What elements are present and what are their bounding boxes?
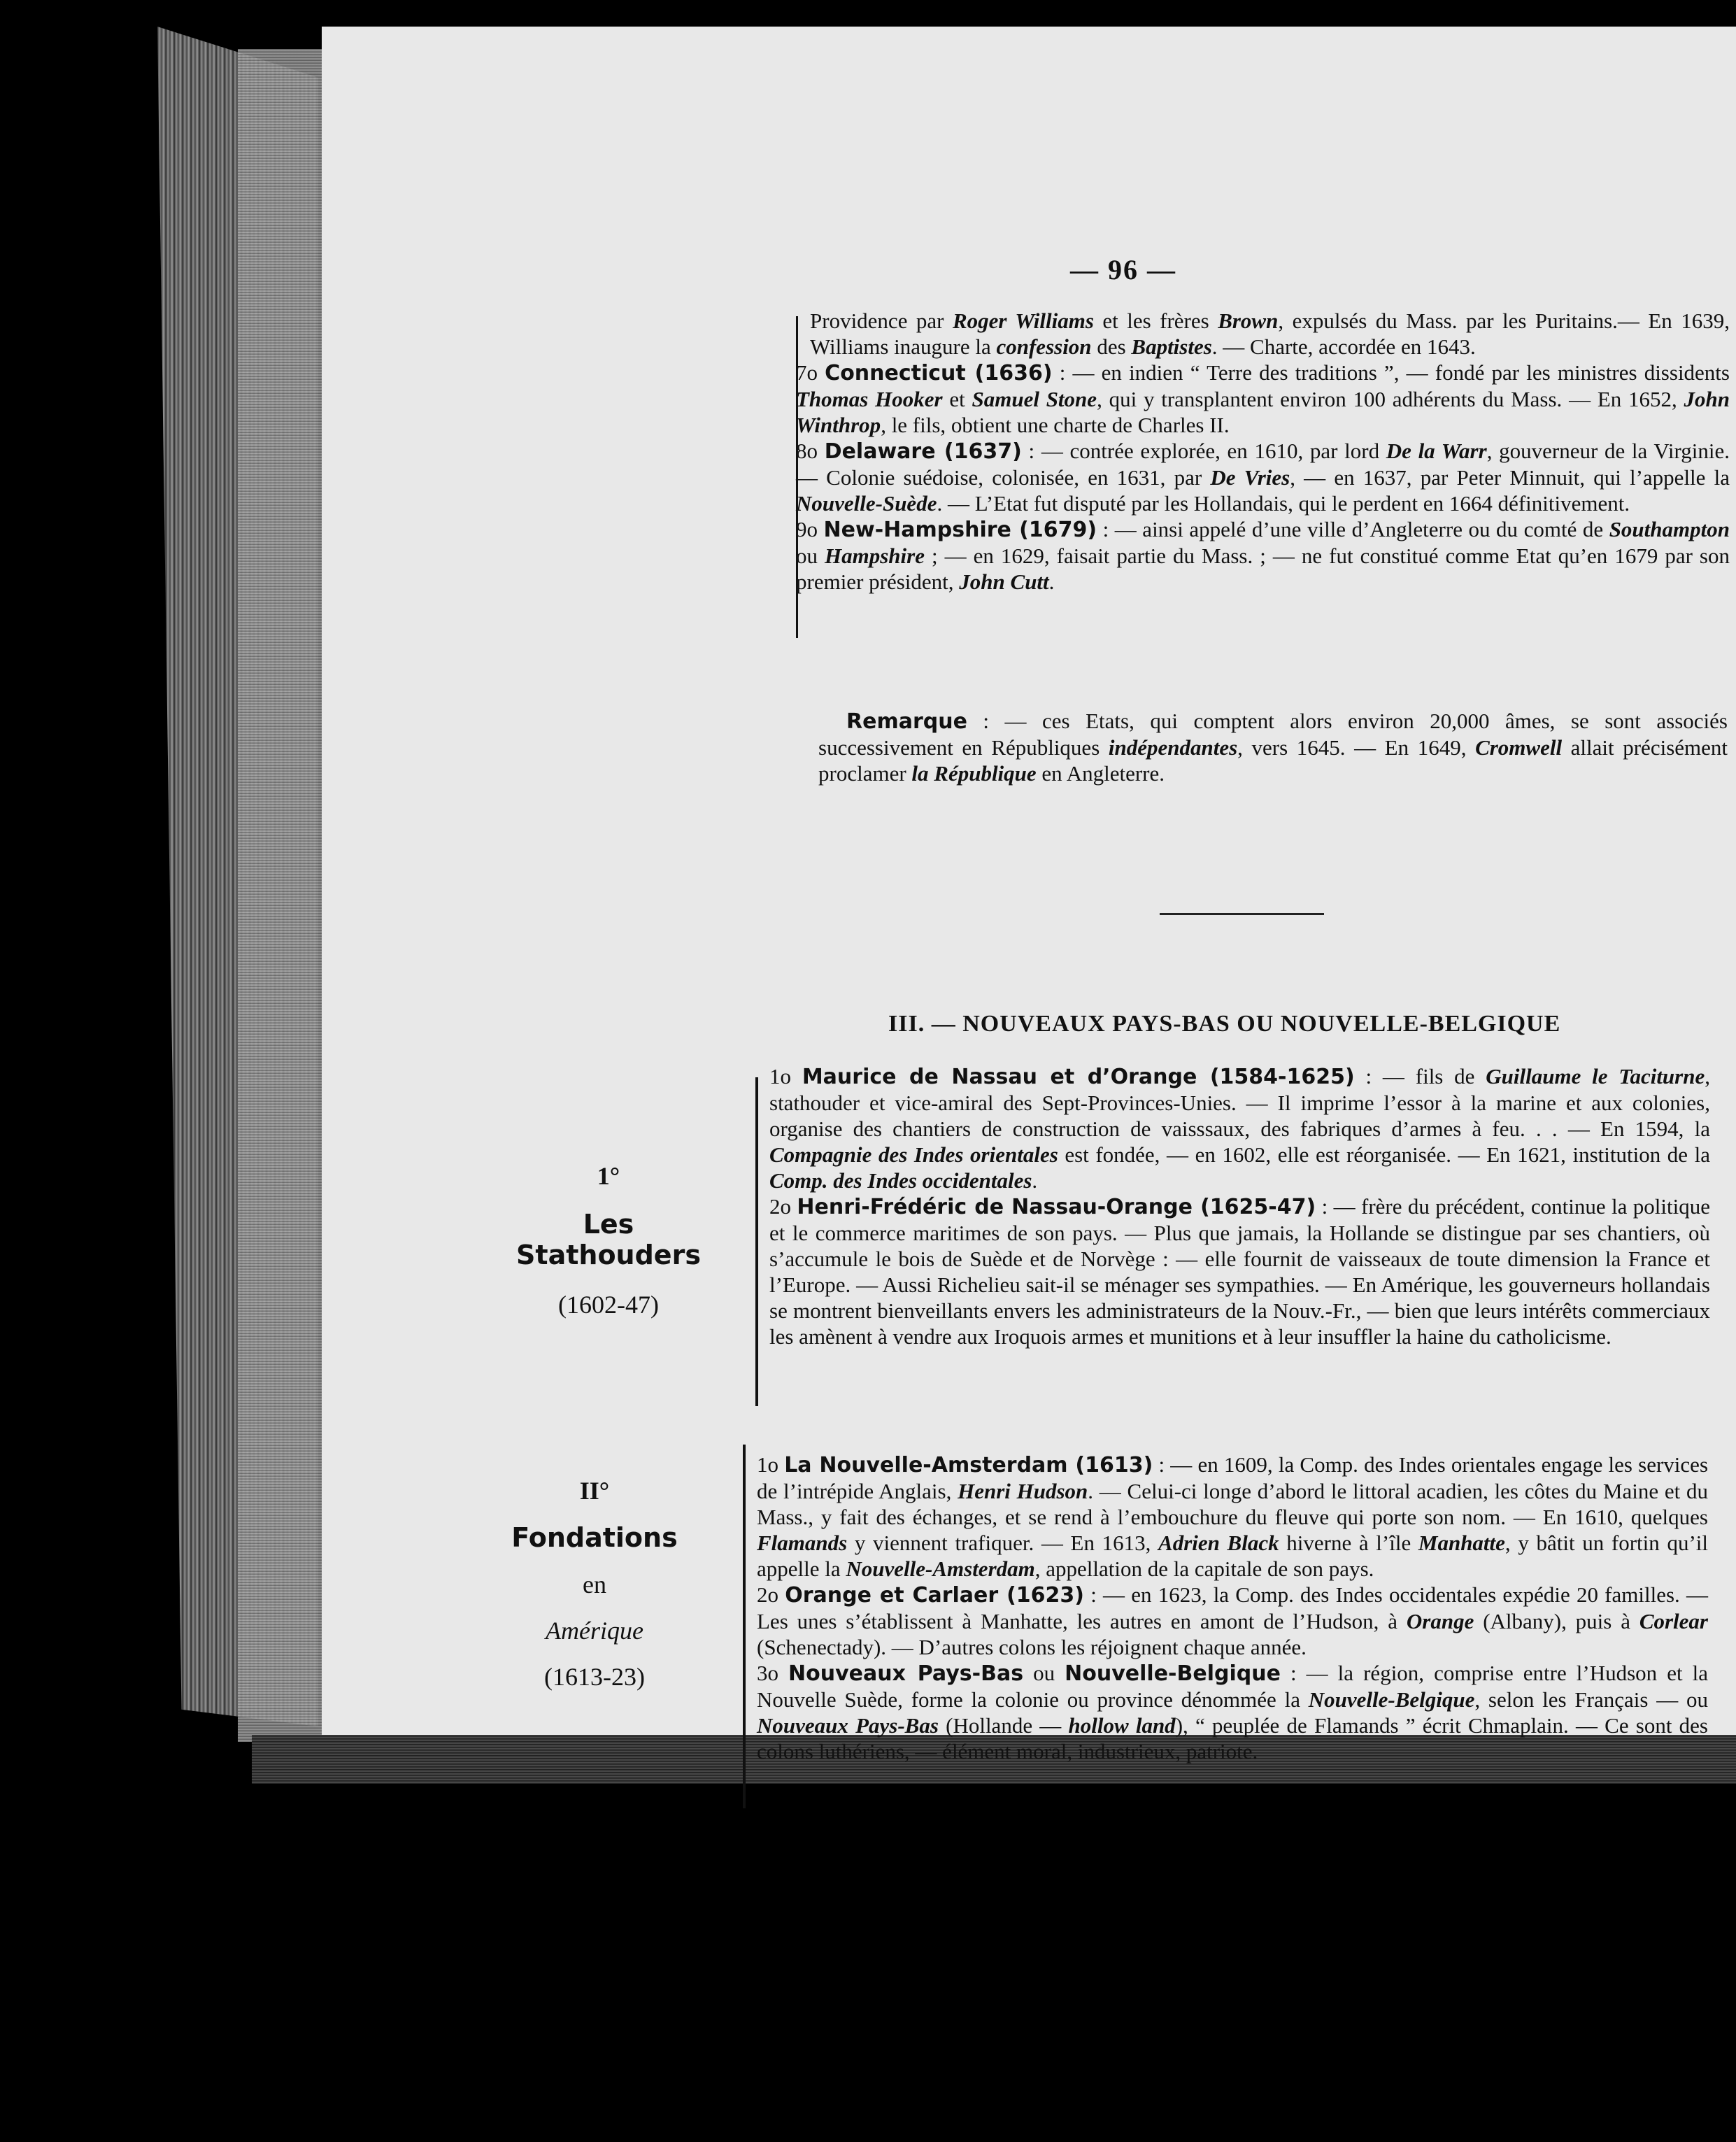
- side-title: Les Stathouders: [516, 1209, 701, 1270]
- text-run: hiverne à l’île: [1279, 1531, 1418, 1555]
- italic-run: hollow land: [1068, 1713, 1176, 1738]
- text-run: ), “ peuplée de Flamands ” écrit Chmaplain. — Ce sont des colons luthériens, — élément moral, industrieux, patriote.: [757, 1713, 1708, 1764]
- italic-run: la République: [911, 761, 1037, 786]
- section-divider: [1160, 913, 1324, 915]
- bold-run: Maurice de Nassau et d’Orange (1584-1625): [802, 1065, 1355, 1089]
- text-run: allait précisément proclamer: [818, 735, 1728, 786]
- bold-run: Nouvelle-Belgique: [1065, 1661, 1281, 1686]
- text-run: 2o: [769, 1194, 797, 1219]
- page-edges: [238, 49, 322, 1742]
- text-run: et les frères: [1093, 308, 1218, 333]
- text-run: , qui y transplantent environ 100 adhérents du Mass. — En 1652,: [1097, 387, 1684, 411]
- side-title: Fondations: [511, 1522, 678, 1553]
- italic-run: Hampshire: [825, 544, 925, 568]
- text-run: des: [1091, 334, 1132, 359]
- italic-run: De Vries: [1210, 465, 1290, 490]
- text-run: , expulsés du Mass. par les Puritains.— En 1639, Williams inaugure la: [810, 308, 1730, 359]
- text-run: : — frère du précédent, continue la politique et le commerce maritimes de son pays. — Plus que jamais, la Hollande se distingue par ses chantiers, où s’accumule le bois de Suède et de Norvège : — elle fournit de vaisseaux de toute dimension la France et l’Europe. — Aussi Richelieu sait-il se ménager ses sympathies. — En Amérique, les gouverneurs hollandais se montrent bienveillants envers les administrateurs de la Nouv.-Fr., — bien que leurs intérêts commerciaux les amènent à vendre aux Iroquois armes et munitions et à leur insuffler la haine du catholicisme.: [769, 1194, 1711, 1349]
- italic-run: Manhatte: [1418, 1531, 1505, 1555]
- intro-paragraph: [810, 308, 1730, 360]
- text-run: . — L’Etat fut disputé par les Hollandais, qui le perdent en 1664 définitivement.: [937, 491, 1630, 516]
- italic-run: Orange: [1406, 1609, 1474, 1633]
- continuation-block: [796, 308, 1730, 595]
- text-run: en Angleterre.: [1036, 761, 1165, 786]
- stathouders-block: [769, 1063, 1710, 1349]
- text-run: 3o: [757, 1661, 789, 1685]
- text-run: : — la région, comprise entre l’Hudson et la Nouvelle Suède, forme la colonie ou province dénommée la: [757, 1661, 1708, 1712]
- side-en: en: [583, 1570, 606, 1598]
- italic-run: Henri Hudson: [958, 1479, 1088, 1503]
- side-place: Amérique: [546, 1617, 643, 1645]
- italic-run: Baptistes: [1131, 334, 1212, 359]
- bold-run: La Nouvelle-Amsterdam (1613): [784, 1453, 1153, 1477]
- italic-run: Adrien Black: [1158, 1531, 1279, 1555]
- italic-run: John Cutt: [959, 569, 1049, 594]
- text-run: , vers 1645. — En 1649,: [1237, 735, 1476, 760]
- bold-run: Connecticut (1636): [825, 361, 1053, 385]
- italic-run: Nouvelle-Suède: [796, 491, 937, 516]
- text-run: : — en 1623, la Comp. des Indes occidentales expédie 20 familles. — Les unes s’établissent à Manhatte, les autres en amont de l’Hudson, à: [757, 1582, 1708, 1633]
- italic-run: John Winthrop: [796, 387, 1730, 437]
- fondations-block: [757, 1452, 1708, 1764]
- italic-run: Southampton: [1609, 517, 1730, 541]
- stathouders-brace: [755, 1077, 758, 1406]
- text-run: 1o: [769, 1064, 802, 1088]
- text-run: ou: [796, 544, 825, 568]
- text-run: : — ces Etats, qui comptent alors environ 20,000 âmes, se sont associés successivement en Républiques: [818, 709, 1728, 760]
- italic-run: Compagnie des Indes orientales: [769, 1142, 1058, 1167]
- text-run: y viennent trafiquer. — En 1613,: [847, 1531, 1159, 1555]
- bold-run: Orange et Carlaer (1623): [785, 1583, 1084, 1608]
- fondations-side-label: [476, 1476, 713, 1691]
- list-item-nouvelle-amsterdam: [757, 1452, 1708, 1582]
- italic-run: Brown: [1218, 308, 1279, 333]
- text-run: . — Celui-ci longe d’abord le littoral acadien, les côtes du Maine et du Mass., y fait des échanges, et se rend à l’embouchure du fleuve qui porte son nom. — En 1610, quelques: [757, 1479, 1708, 1529]
- list-item-connecticut: [796, 360, 1730, 438]
- text-run: : — contrée explorée, en 1610, par lord: [1021, 439, 1386, 463]
- bold-run: Henri-Frédéric de Nassau-Orange (1625-47): [797, 1195, 1316, 1219]
- list-item-new-hampshire: [796, 516, 1730, 595]
- text-run: (Schenectady). — D’autres colons les réjoignent chaque année.: [757, 1635, 1307, 1659]
- italic-run: Thomas Hooker: [796, 387, 943, 411]
- text-run: 2o: [757, 1582, 785, 1607]
- text-run: ; — en 1629, faisait partie du Mass. ; — ne fut constitué comme Etat qu’en 1679 par son premier président,: [796, 544, 1730, 594]
- italic-run: indépendantes: [1108, 735, 1238, 760]
- list-item-nouveaux-pays-bas: [757, 1660, 1708, 1764]
- italic-run: Guillaume le Taciturne: [1486, 1064, 1705, 1088]
- text-run: , selon les Français — ou: [1474, 1687, 1709, 1712]
- italic-run: Roger Williams: [952, 308, 1094, 333]
- italic-run: Nouvelle-Belgique: [1308, 1687, 1475, 1712]
- side-years: (1613-23): [544, 1663, 645, 1691]
- stathouders-side-label: [490, 1161, 727, 1319]
- text-run: : — ainsi appelé d’une ville d’Angleterre ou du comté de: [1097, 517, 1609, 541]
- bold-run: New-Hampshire (1679): [823, 518, 1097, 542]
- text-run: 8o: [796, 439, 825, 463]
- section-heading: III. — NOUVEAUX PAYS-BAS OU NOUVELLE-BELGIQUE: [888, 1011, 1561, 1037]
- italic-run: Flamands: [757, 1531, 848, 1555]
- text-run: , y bâtit un fortin qu’il appelle la: [757, 1531, 1708, 1581]
- text-run: , — en 1637, par Peter Minnuit, qui l’appelle la: [1290, 465, 1730, 490]
- bold-run: Delaware (1637): [824, 439, 1022, 464]
- text-run: est fondée, — en 1602, elle est réorganisée. — En 1621, institution de la: [1058, 1142, 1710, 1167]
- text-run: , gouverneur de la Virginie. — Colonie suédoise, colonisée, en 1631, par: [796, 439, 1730, 490]
- italic-run: Nouvelle-Amsterdam: [846, 1556, 1035, 1581]
- text-run: : — en 1609, la Comp. des Indes orientales engage les services de l’intrépide Anglais,: [757, 1452, 1709, 1503]
- fondations-brace: [743, 1445, 746, 1808]
- bold-run: Remarque: [846, 709, 967, 734]
- text-run: , le fils, obtient une charte de Charles II.: [881, 413, 1230, 437]
- text-run: , appellation de la capitale de son pays.: [1034, 1556, 1374, 1581]
- list-item-orange-carlaer: [757, 1582, 1708, 1660]
- list-item-delaware: [796, 438, 1730, 516]
- text-run: : — fils de: [1354, 1064, 1486, 1088]
- text-run: 7o: [796, 360, 825, 385]
- text-run: Providence par: [810, 308, 953, 333]
- text-run: 1o: [757, 1452, 785, 1477]
- text-run: .: [1048, 569, 1055, 594]
- text-run: 9o: [796, 517, 824, 541]
- italic-run: De la Warr: [1386, 439, 1487, 463]
- text-run: : — en indien “ Terre des traditions ”, — fondé par les ministres dissidents: [1052, 360, 1730, 385]
- italic-run: Corlear: [1639, 1609, 1708, 1633]
- italic-run: Comp. des Indes occidentales: [769, 1168, 1032, 1193]
- remark-paragraph: [818, 708, 1728, 786]
- list-item-maurice: [769, 1063, 1710, 1193]
- text-run: (Albany), puis à: [1474, 1609, 1639, 1633]
- side-number: 1°: [597, 1162, 620, 1190]
- italic-run: confession: [996, 334, 1092, 359]
- list-item-henri-frederic: [769, 1193, 1710, 1349]
- text-run: et: [942, 387, 972, 411]
- side-years: (1602-47): [558, 1291, 659, 1319]
- text-run: .: [1032, 1168, 1038, 1193]
- text-run: (Hollande —: [938, 1713, 1069, 1738]
- page-number: — 96 —: [1070, 254, 1176, 285]
- text-run: . — Charte, accordée en 1643.: [1211, 334, 1476, 359]
- text-run: ou: [1023, 1661, 1065, 1685]
- italic-run: Nouveaux Pays-Bas: [757, 1713, 939, 1738]
- text-run: , stathouder et vice-amiral des Sept-Provinces-Unies. — Il imprime l’essor à la marine et aux colonies, organise des chantiers de construction de vaisssaux, des fabriques d’armes à feu. . . — En 1594, la: [769, 1064, 1710, 1141]
- side-number: II°: [579, 1477, 610, 1505]
- bold-run: Nouveaux Pays-Bas: [788, 1661, 1024, 1686]
- italic-run: Cromwell: [1475, 735, 1563, 760]
- italic-run: Samuel Stone: [972, 387, 1097, 411]
